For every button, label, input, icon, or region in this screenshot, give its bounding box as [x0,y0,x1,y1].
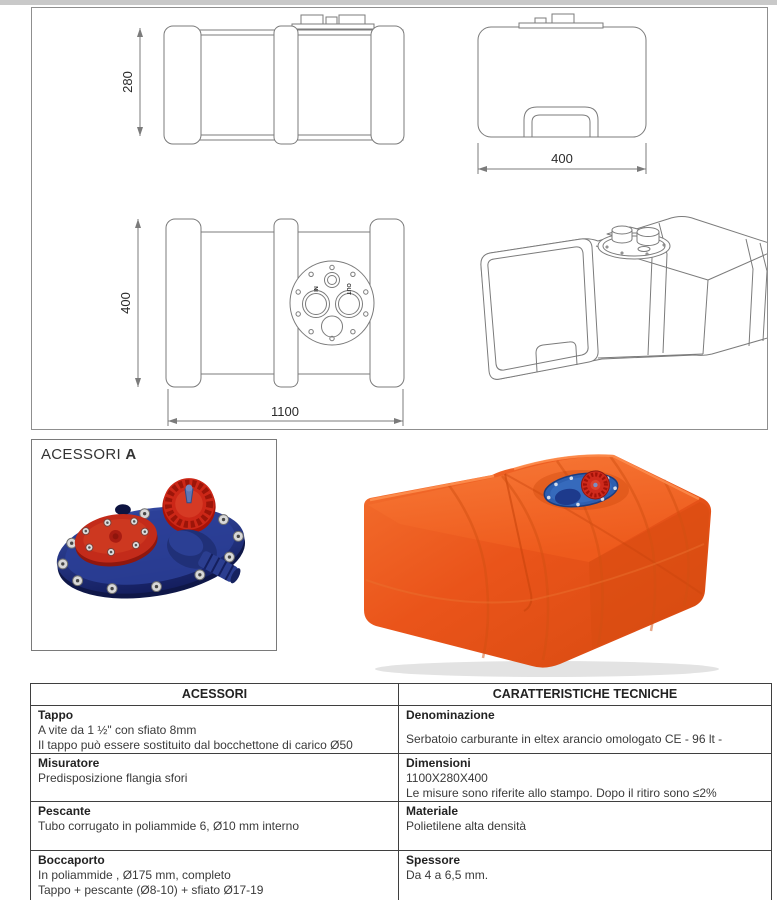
flange-in-label: IN [314,286,320,292]
cell-title: Dimensioni [406,756,471,770]
cell-title: Spessore [406,853,461,867]
cell-title: Tappo [38,708,74,722]
table-row [31,754,772,802]
cell-line: A vite da 1 ½" con sfiato 8mm [38,723,197,737]
cell-line: 1100X280X400 [406,771,488,785]
plan-view-drawing [135,219,404,426]
dim-side-height-label: 280 [120,71,135,93]
cell-title: Materiale [406,804,459,818]
accessori-a-box [31,439,277,651]
dim-end-width-label: 400 [551,151,573,166]
cell-line: Da 4 a 6,5 mm. [406,868,489,882]
cell-line: Predisposizione flangia sfori [38,771,188,785]
table-row [31,802,772,851]
accessory-flange-photo [48,476,260,642]
dim-plan-length-label: 1100 [271,404,299,419]
side-view-drawing [137,15,404,144]
cell-line: Tubo corrugato in poliammide 6, Ø10 mm interno [38,819,300,833]
cell-line: Tappo + pescante (Ø8-10) + sfiato Ø17-19 [38,883,264,897]
tank-product-photo [352,448,772,678]
filler-cap [162,478,215,533]
cell-title: Misuratore [38,756,100,770]
flange-out-label: OUT [345,283,351,295]
cell-line: Serbatoio carburante in eltex arancio omologato CE - 96 lt - [406,732,723,746]
end-view-drawing [478,14,646,174]
table-row [31,706,772,754]
top-strip [0,0,777,5]
technical-drawing-panel [31,7,768,430]
table-row [31,851,772,900]
cell-line: Polietilene alta densità [406,819,527,833]
cell-title: Pescante [38,804,91,818]
spec-table [30,683,772,900]
cell-line: Le misure sono riferite allo stampo. Dopo il ritiro sono ≤2% [406,786,717,800]
cell-line: In poliammide , Ø175 mm, completo [38,868,231,882]
spec-table-header-accessori: ACESSORI [31,684,399,706]
cell-title: Boccaporto [38,853,105,867]
isometric-view-drawing [481,217,767,380]
technical-drawings [32,8,767,429]
accessori-a-label-text: ACESSORI [41,446,121,463]
accessori-a-label-letter: A [125,446,137,463]
dim-plan-height-label: 400 [118,292,133,314]
cell-title: Denominazione [406,708,495,722]
cell-line: Il tappo può essere sostituito dal bocchettone di carico Ø50 [38,738,353,752]
accessori-a-label [41,446,137,463]
spec-table-header-caratteristiche: CARATTERISTICHE TECNICHE [399,684,772,706]
plate-hole [115,504,131,515]
